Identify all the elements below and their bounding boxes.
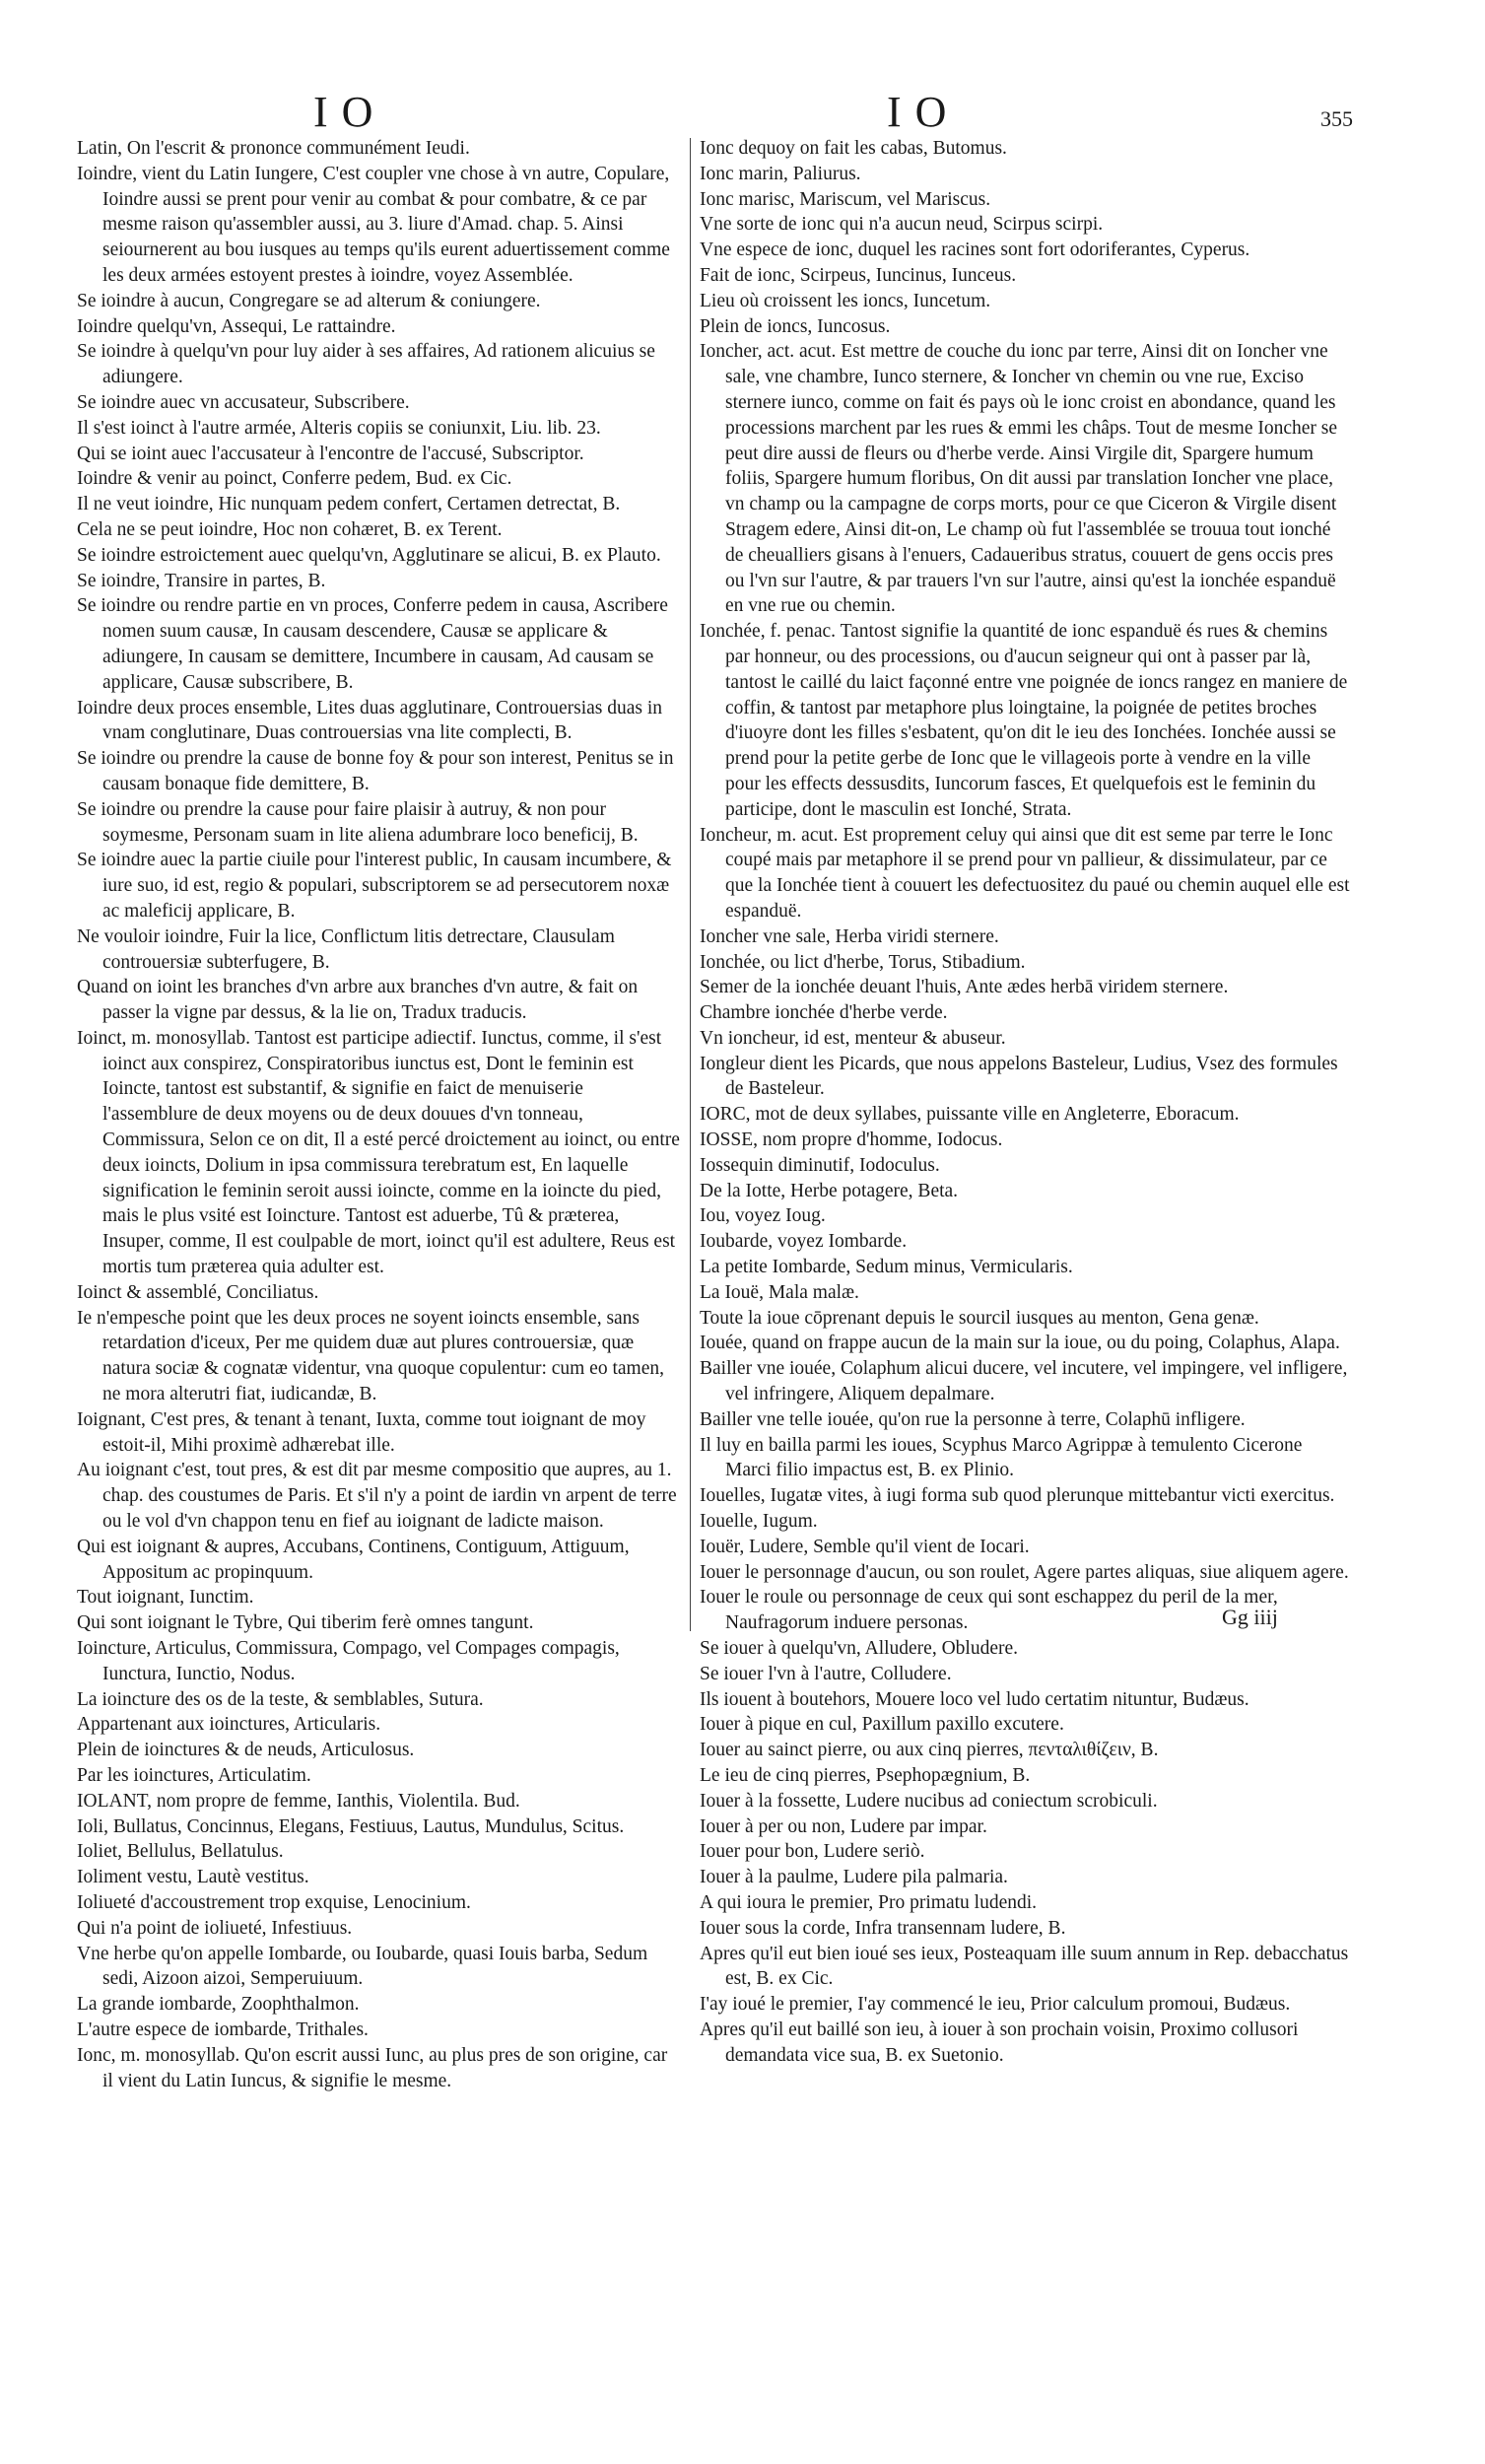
- dictionary-entry: Plein de ioncs, Iuncosus.: [700, 315, 891, 337]
- dictionary-entry: Ionc, m. monosyllab. Qu'on escrit aussi Iunc, au plus pres de son origine, car il vient du Latin Iuncus, & signifie le mesme.: [77, 2044, 668, 2091]
- dictionary-entry: Iouer sous la corde, Infra transennam ludere, B.: [700, 1917, 1066, 1939]
- dictionary-entry: Ionc marin, Paliurus.: [700, 163, 861, 184]
- dictionary-entry: Ioinct & assemblé, Conciliatus.: [77, 1281, 319, 1303]
- dictionary-entry: Fait de ionc, Scirpeus, Iuncinus, Iunceus.: [700, 264, 1017, 286]
- dictionary-entry: Par les ioinctures, Articulatim.: [77, 1765, 311, 1786]
- dictionary-entry: Appartenant aux ioinctures, Articularis.: [77, 1714, 381, 1736]
- dictionary-entry: Semer de la ionchée deuant l'huis, Ante ædes herbā viridem sternere.: [700, 977, 1229, 998]
- dictionary-entry: Toute la ioue cōprenant depuis le sourcil iusques au menton, Gena genæ.: [700, 1307, 1259, 1329]
- dictionary-entry: Iossequin diminutif, Iodoculus.: [700, 1154, 940, 1176]
- dictionary-entry: Ionchée, f. penac. Tantost signifie la quantité de ionc espanduë és rues & chemins par honneur, ou des processions, ou d'aucun seigneur qui ont à passer par là, tantost le caillé du laict façonné entre vne poignée de ioncs rangez en maniere de coffin, & tantost par metaphore plus loingtaine, la poignée de petites broches d'iuoyre dont les filles s'esbatent, qu'on dit le ieu des Ionchées. Ionchée aussi se prend pour la petite gerbe de Ionc que le villageois porte à vendre en la ville pour les effects dessusdits, Iuncorum fasces, Et quelquefois est le feminin du participe, dont le masculin est Ionché, Strata.: [700, 621, 1348, 820]
- running-head-right: IO: [887, 88, 961, 136]
- dictionary-entry: Ioindre, vient du Latin Iungere, C'est coupler vne chose à vn autre, Copulare, Ioindre aussi se prent pour venir au combat & pour combatre, & ce par mesme raison qu'assembler aussi, au 3. liure d'Amad. chap. 5. Ainsi seiournerent au bou iusques au temps qu'ils eurent aduertissement comme les deux armées estoyent prestes à ioindre, voyez Assemblée.: [77, 163, 670, 286]
- dictionary-entry: Cela ne se peut ioindre, Hoc non cohæret, B. ex Terent.: [77, 518, 503, 540]
- dictionary-entry: Ioliment vestu, Lautè vestitus.: [77, 1867, 309, 1888]
- dictionary-entry: Il s'est ioinct à l'autre armée, Alteris copiis se coniunxit, Liu. lib. 23.: [77, 417, 601, 439]
- dictionary-entry: Il ne veut ioindre, Hic nunquam pedem confert, Certamen detrectat, B.: [77, 494, 621, 515]
- dictionary-entry: Ioncher, act. acut. Est mettre de couche du ionc par terre, Ainsi dit on Ioncher vne sale, vne chambre, Iunco sternere, & Ioncher vn chemin ou vne rue, Exciso sternere iunco, comme on fait és pays où le ionc croist en abondance, quand les processions marchent par les rues & emmi les châps. Tout de mesme Ioncher se peut dire aussi de fleurs ou d'herbe verde. Ainsi Virgile dit, Spargere humum foliis, Spargere humum floribus, On dit aussi par translation Ioncher vne place, vn champ ou la campagne de corps morts, pour ce que Ciceron & Virgile disent Stragem edere, Ainsi dit-on, Le champ où fut l'assemblée se trouua tout ionché de cheualliers gisans à l'enuers, Cadaueribus stratus, couuert de gens occis pres ou l'vn sur l'autre, & par trauers l'vn sur l'autre, ainsi qu'est la ionchée espanduë en vne rue ou chemin.: [700, 341, 1338, 617]
- dictionary-entry: Chambre ionchée d'herbe verde.: [700, 1002, 948, 1024]
- dictionary-entry: Iouer à la fossette, Ludere nucibus ad coniectum scrobiculi.: [700, 1790, 1158, 1812]
- dictionary-entry: Se ioindre auec vn accusateur, Subscribere.: [77, 391, 410, 413]
- dictionary-entry: Plein de ioinctures & de neuds, Articulosus.: [77, 1740, 415, 1761]
- signature-mark: Gg iiij: [1222, 1605, 1278, 1629]
- column-divider: [690, 138, 691, 1631]
- dictionary-entry: Se ioindre estroictement auec quelqu'vn, Agglutinare se alicui, B. ex Plauto.: [77, 544, 661, 566]
- dictionary-entry: Ioli, Bullatus, Concinnus, Elegans, Festiuus, Lautus, Mundulus, Scitus.: [77, 1815, 625, 1837]
- dictionary-entry: IOSSE, nom propre d'homme, Iodocus.: [700, 1129, 1003, 1151]
- dictionary-entry: Qui se ioint auec l'accusateur à l'encontre de l'accusé, Subscriptor.: [77, 443, 584, 464]
- dictionary-entry: Il luy en bailla parmi les ioues, Scyphus Marco Agrippæ à temulento Cicerone Marci filio impactus est, B. ex Plinio.: [700, 1434, 1303, 1481]
- dictionary-entry: Iouër, Ludere, Semble qu'il vient de Iocari.: [700, 1536, 1030, 1557]
- dictionary-entry: Apres qu'il eut bien ioué ses ieux, Posteaquam ille suum annum in Rep. debacchatus est, B. ex Cic.: [700, 1943, 1349, 1990]
- dictionary-entry: Iouer le roule ou personnage de ceux qui sont eschappez du peril de la mer, Naufragorum induere personas.: [700, 1587, 1278, 1634]
- dictionary-entry: Ioliet, Bellulus, Bellatulus.: [77, 1841, 284, 1863]
- dictionary-entry: Lieu où croissent les ioncs, Iuncetum.: [700, 290, 991, 311]
- dictionary-entry: Vne sorte de ionc qui n'a aucun neud, Scirpus scirpi.: [700, 214, 1104, 236]
- dictionary-entry: Apres qu'il eut baillé son ieu, à iouer à son prochain voisin, Proximo collusori demandata vice sua, B. ex Suetonio.: [700, 2019, 1299, 2066]
- dictionary-entry: Iouer pour bon, Ludere seriò.: [700, 1841, 925, 1863]
- dictionary-entry: Ionc marisc, Mariscum, vel Mariscus.: [700, 188, 991, 210]
- dictionary-entry: Latin, On l'escrit & prononce communément Ieudi.: [77, 138, 470, 159]
- dictionary-entry: Iou, voyez Ioug.: [700, 1205, 826, 1227]
- dictionary-entry: Iouer à pique en cul, Paxillum paxillo excutere.: [700, 1714, 1064, 1736]
- dictionary-entry: Le ieu de cinq pierres, Psephopægnium, B.: [700, 1765, 1031, 1786]
- dictionary-entry: Ioncheur, m. acut. Est proprement celuy qui ainsi que dit est seme par terre le Ionc coupé mais par metaphore il se prend pour vn pallieur, & dissimulateur, par ce que la Ionchée tient à couuert les defectuositez du paué ou chemin auquel elle est espanduë.: [700, 824, 1350, 922]
- dictionary-entry: Qui sont ioignant le Tybre, Qui tiberim ferè omnes tangunt.: [77, 1612, 534, 1634]
- dictionary-entry: Se ioindre à quelqu'vn pour luy aider à ses affaires, Ad rationem alicuius se adiungere.: [77, 341, 655, 388]
- dictionary-entry: Vne espece de ionc, duquel les racines sont fort odoriferantes, Cyperus.: [700, 240, 1250, 261]
- dictionary-entry: Iouer au sainct pierre, ou aux cinq pierres, πενταλιθίζειν, B.: [700, 1740, 1159, 1761]
- dictionary-entry: Se ioindre ou prendre la cause de bonne foy & pour son interest, Penitus se in causam bonaque fide demittere, B.: [77, 748, 674, 794]
- dictionary-entry: Se ioindre ou rendre partie en vn proces, Conferre pedem in causa, Ascribere nomen suum causæ, In causam descendere, Causæ se applicare & adiungere, In causam se demittere, Incumbere in causam, Ad causam se applicare, Causæ subscribere, B.: [77, 595, 668, 693]
- dictionary-entry: Bailler vne iouée, Colaphum alicui ducere, vel incutere, vel impingere, vel infligere, vel infringere, Aliquem depalmare.: [700, 1358, 1348, 1405]
- right-column: [700, 136, 1350, 2069]
- dictionary-entry: Iouer à per ou non, Ludere par impar.: [700, 1815, 987, 1837]
- dictionary-entry: De la Iotte, Herbe potagere, Beta.: [700, 1180, 959, 1201]
- dictionary-entry: Ioignant, C'est pres, & tenant à tenant, Iuxta, comme tout ioignant de moy estoit-il, Mihi proximè adhærebat ille.: [77, 1408, 646, 1456]
- dictionary-entry: Vne herbe qu'on appelle Iombarde, ou Ioubarde, quasi Iouis barba, Sedum sedi, Aizoon aizoi, Semperuiuum.: [77, 1943, 648, 1990]
- dictionary-entry: A qui ioura le premier, Pro primatu ludendi.: [700, 1891, 1038, 1913]
- dictionary-entry: Qui est ioignant & aupres, Accubans, Continens, Contiguum, Attiguum, Appositum ac propinquum.: [77, 1536, 630, 1583]
- dictionary-entry: Iouée, quand on frappe aucun de la main sur la ioue, ou du poing, Colaphus, Alapa.: [700, 1333, 1340, 1354]
- dictionary-entry: Iouelle, Iugum.: [700, 1511, 818, 1533]
- dictionary-entry: IOLANT, nom propre de femme, Ianthis, Violentila. Bud.: [77, 1790, 520, 1812]
- dictionary-entry: Au ioignant c'est, tout pres, & est dit par mesme compositio que aupres, au 1. chap. des coustumes de Paris. Et s'il n'y a point de iardin vn arpent de terre ou le vol d'vn chappon tenu en fief au ioignant de ladicte maison.: [77, 1460, 677, 1533]
- dictionary-entry: I'ay ioué le premier, I'ay commencé le ieu, Prior calculum promoui, Budæus.: [700, 1994, 1291, 2016]
- dictionary-entry: Iouer à la paulme, Ludere pila palmaria.: [700, 1867, 1008, 1888]
- page-number: 355: [1320, 106, 1353, 131]
- dictionary-entry: Ioinct, m. monosyllab. Tantost est participe adiectif. Iunctus, comme, il s'est ioinct aux conspirez, Conspiratoribus iunctus est, Dont le feminin est Ioincte, tantost est substantif, & signifie en faict de menuiserie l'assemblure de deux moyens ou de deux douues d'vn tonneau, Commissura, Selon ce on dit, Il a esté percé droictement au ioinct, ou entre deux ioincts, Dolium in ipsa commissura terebratum est, En laquelle signification le feminin seroit aussi ioincte, comme en la ioincte du pied, mais le plus vsité est Ioincture. Tantost est aduerbe, Tû & præterea, Insuper, comme, Il est coulpable de mort, ioinct qu'il est adultere, Reus est mortis tum præterea quia adulter est.: [77, 1027, 680, 1278]
- dictionary-entry: Ioubarde, voyez Iombarde.: [700, 1231, 908, 1253]
- dictionary-entry: Bailler vne telle iouée, qu'on rue la personne à terre, Colaphū infligere.: [700, 1408, 1246, 1430]
- dictionary-entry: Tout ioignant, Iunctim.: [77, 1587, 254, 1608]
- left-column: [77, 136, 680, 2093]
- dictionary-entry: Se ioindre ou prendre la cause pour faire plaisir à autruy, & non pour soymesme, Personam suam in lite aliena adumbrare loco beneficij, B.: [77, 798, 639, 846]
- dictionary-entry: Vn ioncheur, id est, menteur & abuseur.: [700, 1027, 1006, 1049]
- dictionary-entry: Ionc dequoy on fait les cabas, Butomus.: [700, 138, 1007, 159]
- dictionary-entry: Iouer le personnage d'aucun, ou son roulet, Agere partes aliquas, siue aliquem agere.: [700, 1561, 1349, 1583]
- dictionary-entry: La Iouë, Mala malæ.: [700, 1281, 859, 1303]
- dictionary-entry: Ils iouent à boutehors, Mouere loco vel ludo certatim nituntur, Budæus.: [700, 1688, 1249, 1710]
- dictionary-entry: L'autre espece de iombarde, Trithales.: [77, 2019, 369, 2040]
- dictionary-entry: Iongleur dient les Picards, que nous appelons Basteleur, Ludius, Vsez des formules de Basteleur.: [700, 1053, 1338, 1100]
- dictionary-entry: Se ioindre, Transire in partes, B.: [77, 570, 326, 591]
- dictionary-entry: Iouelles, Iugatæ vites, à iugi forma sub quod plerunque mittebantur victi exercitus.: [700, 1485, 1335, 1507]
- dictionary-entry: Se ioindre à aucun, Congregare se ad alterum & coniungere.: [77, 290, 541, 311]
- dictionary-entry: Ie n'empesche point que les deux proces ne soyent ioincts ensemble, sans retardation d'iceux, Per me quidem duæ aut plures controuersiæ, quæ natura sociæ & cognatæ videntur, vna quoque copulentur: cum eo tamen, ne mora alterutri fiat, iudicandæ, B.: [77, 1307, 664, 1405]
- dictionary-entry: Qui n'a point de ioliueté, Infestiuus.: [77, 1917, 353, 1939]
- dictionary-entry: Ioncher vne sale, Herba viridi sternere.: [700, 925, 999, 947]
- dictionary-entry: Se iouer à quelqu'vn, Alludere, Obludere.: [700, 1638, 1019, 1660]
- dictionary-entry: Quand on ioint les branches d'vn arbre aux branches d'vn autre, & fait on passer la vigne par dessus, & la lie on, Tradux traducis.: [77, 977, 639, 1024]
- dictionary-entry: Ioindre quelqu'vn, Assequi, Le rattaindre.: [77, 315, 396, 337]
- dictionary-entry: La ioincture des os de la teste, & semblables, Sutura.: [77, 1688, 484, 1710]
- dictionary-entry: Se iouer l'vn à l'autre, Colludere.: [700, 1663, 952, 1684]
- dictionary-entry: La petite Iombarde, Sedum minus, Vermicularis.: [700, 1257, 1073, 1278]
- dictionary-entry: Ionchée, ou lict d'herbe, Torus, Stibadium.: [700, 951, 1026, 973]
- running-head-left: IO: [313, 88, 387, 136]
- dictionary-entry: La grande iombarde, Zoophthalmon.: [77, 1994, 360, 2016]
- dictionary-entry: Ioindre deux proces ensemble, Lites duas agglutinare, Controuersias duas in vnam conglutinare, Duas controuersias vna lite complecti, B.: [77, 697, 663, 744]
- dictionary-entry: Ioincture, Articulus, Commissura, Compago, vel Compages compagis, Iunctura, Iunctio, Nodus.: [77, 1638, 620, 1684]
- dictionary-entry: Ioliueté d'accoustrement trop exquise, Lenocinium.: [77, 1891, 471, 1913]
- dictionary-entry: Se ioindre auec la partie ciuile pour l'interest public, In causam incumbere, & iure suo, id est, regio & populari, subscriptorem se ad persecutorem noxæ ac maleficij applicare, B.: [77, 850, 672, 922]
- dictionary-entry: Ne vouloir ioindre, Fuir la lice, Conflictum litis detrectare, Clausulam controuersiæ subterfugere, B.: [77, 925, 615, 973]
- dictionary-entry: Ioindre & venir au poinct, Conferre pedem, Bud. ex Cic.: [77, 468, 512, 490]
- dictionary-entry: IORC, mot de deux syllabes, puissante ville en Angleterre, Eboracum.: [700, 1104, 1240, 1126]
